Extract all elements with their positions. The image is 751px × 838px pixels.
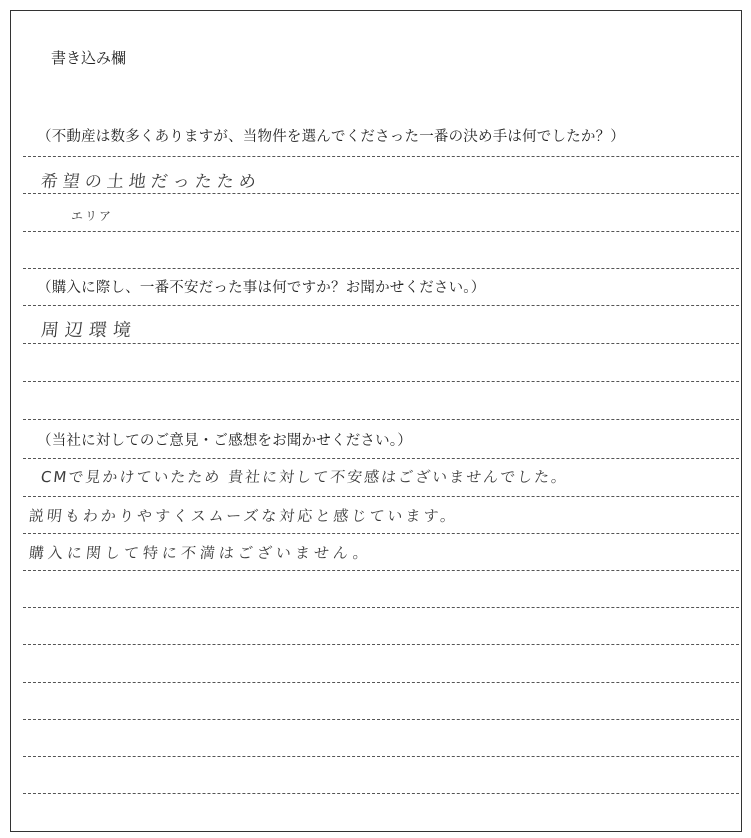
question-deciding-factor: （不動産は数多くありますが、当物件を選んでくださった一番の決め手は何でしたか？） [37,129,625,145]
ruled-line [23,381,739,382]
ruled-line [23,756,739,757]
ruled-line [23,343,739,344]
ruled-line [23,268,739,269]
ruled-line [23,719,739,720]
handwritten-answer-anxiety: 周辺環境 [39,320,138,341]
ruled-line [23,419,739,420]
handwritten-feedback-line-3: 購入に関して特に不満はございません。 [28,544,373,562]
question-feedback: （当社に対してのご意見・ご感想をお聞かせください。） [37,433,412,449]
ruled-line [23,644,739,645]
comment-form-sheet [10,10,742,832]
ruled-line [23,305,739,306]
ruled-line [23,533,739,534]
ruled-line [23,682,739,683]
ruled-line [23,231,739,232]
ruled-line [23,607,739,608]
ruled-line [23,570,739,571]
handwritten-answer-deciding-factor: 希望の土地だったため [39,172,262,192]
ruled-line [23,193,739,194]
handwritten-feedback-line-2: 説明もわかりやすくスムーズな対応と感じています。 [28,507,460,525]
ruled-line [23,496,739,497]
form-heading: 書き込み欄 [51,49,127,67]
ruled-line [23,458,739,459]
handwritten-annotation-area: エリア [71,209,114,223]
ruled-line [23,793,739,794]
handwritten-feedback-line-1: CMで見かけていたため 貴社に対して不安感はございませんでした。 [40,468,570,486]
ruled-line [23,156,739,157]
question-anxiety: （購入に際し、一番不安だった事は何ですか？お聞かせください。） [37,280,486,296]
